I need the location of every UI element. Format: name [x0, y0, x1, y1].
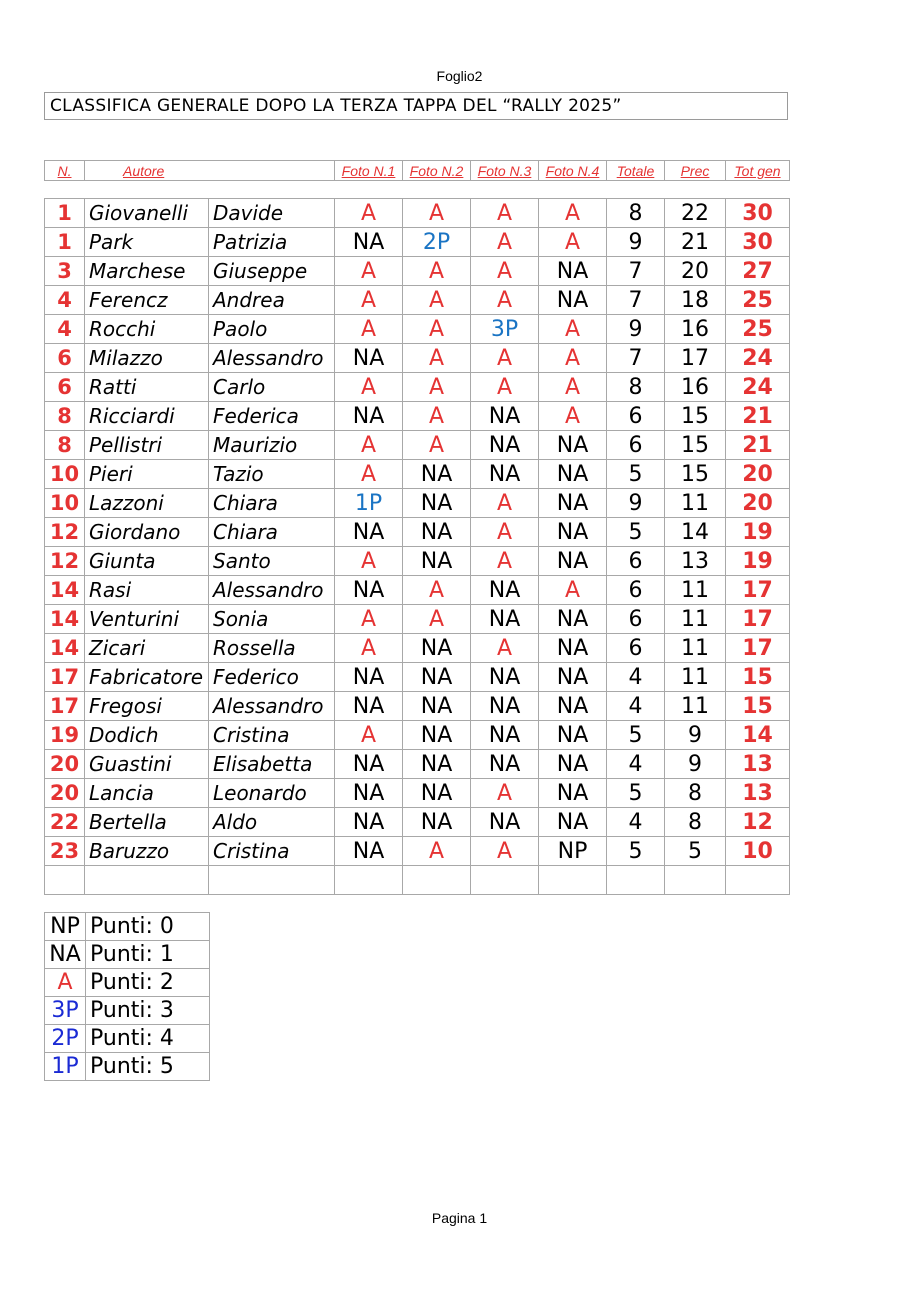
- prev-cell[interactable]: 9: [665, 721, 726, 750]
- legend-code[interactable]: NA: [45, 941, 86, 969]
- photo1-grade-cell[interactable]: NA: [335, 402, 403, 431]
- photo3-grade-cell[interactable]: NA: [471, 721, 539, 750]
- first-name-cell[interactable]: Paolo: [209, 315, 335, 344]
- rank-cell[interactable]: 6: [45, 344, 85, 373]
- prev-cell[interactable]: 18: [665, 286, 726, 315]
- surname-cell[interactable]: Ferencz: [85, 286, 209, 315]
- photo3-grade-cell[interactable]: A: [471, 547, 539, 576]
- first-name-cell[interactable]: Santo: [209, 547, 335, 576]
- first-name-cell[interactable]: Elisabetta: [209, 750, 335, 779]
- photo2-grade-cell[interactable]: A: [403, 431, 471, 460]
- legend-row: [45, 1025, 210, 1053]
- table-row: [45, 663, 790, 692]
- table-row: [45, 286, 790, 315]
- photo1-grade-cell[interactable]: NA: [335, 576, 403, 605]
- rank-cell[interactable]: 17: [45, 692, 85, 721]
- first-name-cell[interactable]: Alessandro: [209, 692, 335, 721]
- surname-cell[interactable]: Baruzzo: [85, 837, 209, 866]
- prev-cell[interactable]: 16: [665, 315, 726, 344]
- empty-cell[interactable]: [665, 866, 726, 895]
- photo3-grade-cell[interactable]: NA: [471, 402, 539, 431]
- grand-total-cell[interactable]: 13: [726, 779, 790, 808]
- legend-code[interactable]: 3P: [45, 997, 86, 1025]
- total-cell[interactable]: 6: [607, 402, 665, 431]
- legend-points[interactable]: Punti: 5: [86, 1053, 210, 1081]
- table-row: [45, 547, 790, 576]
- photo1-grade-cell[interactable]: A: [335, 373, 403, 402]
- first-name-cell[interactable]: Sonia: [209, 605, 335, 634]
- prev-cell[interactable]: 16: [665, 373, 726, 402]
- photo3-grade-cell[interactable]: NA: [471, 750, 539, 779]
- photo2-grade-cell[interactable]: NA: [403, 808, 471, 837]
- surname-cell[interactable]: Giovanelli: [85, 199, 209, 228]
- first-name-cell[interactable]: Chiara: [209, 489, 335, 518]
- photo3-grade-cell[interactable]: A: [471, 518, 539, 547]
- legend-code[interactable]: A: [45, 969, 86, 997]
- surname-cell[interactable]: Giordano: [85, 518, 209, 547]
- legend-row: [45, 997, 210, 1025]
- table-row: [45, 489, 790, 518]
- surname-cell[interactable]: Giunta: [85, 547, 209, 576]
- total-cell[interactable]: 8: [607, 373, 665, 402]
- photo1-grade-cell[interactable]: NA: [335, 344, 403, 373]
- prev-cell[interactable]: 11: [665, 634, 726, 663]
- photo4-grade-cell[interactable]: A: [539, 228, 607, 257]
- photo2-grade-cell[interactable]: A: [403, 576, 471, 605]
- total-cell[interactable]: 8: [607, 199, 665, 228]
- photo3-grade-cell[interactable]: A: [471, 634, 539, 663]
- table-row: [45, 779, 790, 808]
- header-author[interactable]: Autore: [85, 161, 335, 181]
- points-legend: [44, 912, 210, 1081]
- photo3-grade-cell[interactable]: NA: [471, 576, 539, 605]
- photo1-grade-cell[interactable]: NA: [335, 518, 403, 547]
- surname-cell[interactable]: Pieri: [85, 460, 209, 489]
- table-row: [45, 721, 790, 750]
- rank-cell[interactable]: 1: [45, 199, 85, 228]
- total-cell[interactable]: 5: [607, 721, 665, 750]
- page-title: CLASSIFICA GENERALE DOPO LA TERZA TAPPA DEL “RALLY 2025”: [44, 92, 788, 120]
- photo4-grade-cell[interactable]: NA: [539, 518, 607, 547]
- grand-total-cell[interactable]: 15: [726, 692, 790, 721]
- photo2-grade-cell[interactable]: NA: [403, 460, 471, 489]
- photo4-grade-cell[interactable]: NA: [539, 605, 607, 634]
- photo3-grade-cell[interactable]: A: [471, 373, 539, 402]
- prev-cell[interactable]: 8: [665, 779, 726, 808]
- prev-cell[interactable]: 11: [665, 605, 726, 634]
- grand-total-cell[interactable]: 17: [726, 634, 790, 663]
- prev-cell[interactable]: 11: [665, 692, 726, 721]
- rank-cell[interactable]: 6: [45, 373, 85, 402]
- empty-row: [45, 866, 790, 895]
- empty-cell[interactable]: [85, 866, 209, 895]
- total-cell[interactable]: 7: [607, 286, 665, 315]
- total-cell[interactable]: 5: [607, 837, 665, 866]
- table-row: [45, 576, 790, 605]
- grand-total-cell[interactable]: 27: [726, 257, 790, 286]
- surname-cell[interactable]: Bertella: [85, 808, 209, 837]
- grand-total-cell[interactable]: 21: [726, 402, 790, 431]
- photo4-grade-cell[interactable]: A: [539, 315, 607, 344]
- photo4-grade-cell[interactable]: A: [539, 199, 607, 228]
- header-photo1[interactable]: Foto N.1: [335, 161, 403, 181]
- prev-cell[interactable]: 13: [665, 547, 726, 576]
- total-cell[interactable]: 5: [607, 518, 665, 547]
- header-prev[interactable]: Prec: [665, 161, 726, 181]
- table-row: [45, 460, 790, 489]
- rank-cell[interactable]: 20: [45, 750, 85, 779]
- header-photo4[interactable]: Foto N.4: [539, 161, 607, 181]
- rank-cell[interactable]: 10: [45, 489, 85, 518]
- photo4-grade-cell[interactable]: NA: [539, 489, 607, 518]
- photo4-grade-cell[interactable]: NA: [539, 286, 607, 315]
- surname-cell[interactable]: Venturini: [85, 605, 209, 634]
- surname-cell[interactable]: Marchese: [85, 257, 209, 286]
- first-name-cell[interactable]: Leonardo: [209, 779, 335, 808]
- legend-row: [45, 913, 210, 941]
- first-name-cell[interactable]: Rossella: [209, 634, 335, 663]
- prev-cell[interactable]: 15: [665, 431, 726, 460]
- grand-total-cell[interactable]: 25: [726, 315, 790, 344]
- first-name-cell[interactable]: Federica: [209, 402, 335, 431]
- empty-cell[interactable]: [335, 866, 403, 895]
- photo1-grade-cell[interactable]: NA: [335, 692, 403, 721]
- total-cell[interactable]: 4: [607, 808, 665, 837]
- photo2-grade-cell[interactable]: NA: [403, 663, 471, 692]
- legend-row: [45, 941, 210, 969]
- ranking-table: [44, 198, 790, 895]
- empty-cell[interactable]: [209, 866, 335, 895]
- rank-cell[interactable]: 3: [45, 257, 85, 286]
- first-name-cell[interactable]: Tazio: [209, 460, 335, 489]
- photo3-grade-cell[interactable]: NA: [471, 692, 539, 721]
- photo4-grade-cell[interactable]: NP: [539, 837, 607, 866]
- table-row: [45, 605, 790, 634]
- surname-cell[interactable]: Dodich: [85, 721, 209, 750]
- rank-cell[interactable]: 14: [45, 605, 85, 634]
- first-name-cell[interactable]: Alessandro: [209, 576, 335, 605]
- first-name-cell[interactable]: Cristina: [209, 837, 335, 866]
- surname-cell[interactable]: Rocchi: [85, 315, 209, 344]
- photo2-grade-cell[interactable]: NA: [403, 518, 471, 547]
- legend-points[interactable]: Punti: 0: [86, 913, 210, 941]
- prev-cell[interactable]: 20: [665, 257, 726, 286]
- photo2-grade-cell[interactable]: NA: [403, 779, 471, 808]
- photo4-grade-cell[interactable]: A: [539, 344, 607, 373]
- grand-total-cell[interactable]: 15: [726, 663, 790, 692]
- table-row: [45, 228, 790, 257]
- photo2-grade-cell[interactable]: NA: [403, 721, 471, 750]
- photo3-grade-cell[interactable]: A: [471, 228, 539, 257]
- surname-cell[interactable]: Lancia: [85, 779, 209, 808]
- total-cell[interactable]: 6: [607, 547, 665, 576]
- photo4-grade-cell[interactable]: NA: [539, 779, 607, 808]
- grand-total-cell[interactable]: 25: [726, 286, 790, 315]
- page-number: Pagina 1: [431, 1210, 488, 1226]
- prev-cell[interactable]: 22: [665, 199, 726, 228]
- legend-points[interactable]: Punti: 2: [86, 969, 210, 997]
- sheet-name: Foglio2: [436, 68, 483, 84]
- photo2-grade-cell[interactable]: NA: [403, 750, 471, 779]
- photo1-grade-cell[interactable]: A: [335, 634, 403, 663]
- grand-total-cell[interactable]: 24: [726, 344, 790, 373]
- photo1-grade-cell[interactable]: A: [335, 257, 403, 286]
- photo4-grade-cell[interactable]: NA: [539, 750, 607, 779]
- grand-total-cell[interactable]: 19: [726, 547, 790, 576]
- prev-cell[interactable]: 15: [665, 402, 726, 431]
- total-cell[interactable]: 5: [607, 779, 665, 808]
- prev-cell[interactable]: 5: [665, 837, 726, 866]
- photo4-grade-cell[interactable]: NA: [539, 634, 607, 663]
- total-cell[interactable]: 9: [607, 315, 665, 344]
- photo3-grade-cell[interactable]: NA: [471, 663, 539, 692]
- empty-cell[interactable]: [726, 866, 790, 895]
- first-name-cell[interactable]: Maurizio: [209, 431, 335, 460]
- first-name-cell[interactable]: Cristina: [209, 721, 335, 750]
- prev-cell[interactable]: 21: [665, 228, 726, 257]
- header-total[interactable]: Totale: [607, 161, 665, 181]
- rank-cell[interactable]: 14: [45, 576, 85, 605]
- photo4-grade-cell[interactable]: NA: [539, 692, 607, 721]
- photo1-grade-cell[interactable]: A: [335, 199, 403, 228]
- photo3-grade-cell[interactable]: A: [471, 286, 539, 315]
- photo4-grade-cell[interactable]: A: [539, 373, 607, 402]
- empty-cell[interactable]: [607, 866, 665, 895]
- photo1-grade-cell[interactable]: A: [335, 547, 403, 576]
- grand-total-cell[interactable]: 12: [726, 808, 790, 837]
- surname-cell[interactable]: Fregosi: [85, 692, 209, 721]
- photo1-grade-cell[interactable]: NA: [335, 779, 403, 808]
- photo2-grade-cell[interactable]: A: [403, 286, 471, 315]
- surname-cell[interactable]: Guastini: [85, 750, 209, 779]
- photo2-grade-cell[interactable]: 2P: [403, 228, 471, 257]
- photo3-grade-cell[interactable]: A: [471, 199, 539, 228]
- photo2-grade-cell[interactable]: NA: [403, 489, 471, 518]
- prev-cell[interactable]: 11: [665, 663, 726, 692]
- table-row: [45, 837, 790, 866]
- legend-points[interactable]: Punti: 1: [86, 941, 210, 969]
- legend-row: [45, 1053, 210, 1081]
- photo4-grade-cell[interactable]: NA: [539, 721, 607, 750]
- legend-row: [45, 969, 210, 997]
- photo2-grade-cell[interactable]: NA: [403, 547, 471, 576]
- rank-cell[interactable]: 12: [45, 518, 85, 547]
- photo1-grade-cell[interactable]: A: [335, 721, 403, 750]
- surname-cell[interactable]: Pellistri: [85, 431, 209, 460]
- photo4-grade-cell[interactable]: NA: [539, 257, 607, 286]
- photo4-grade-cell[interactable]: NA: [539, 460, 607, 489]
- prev-cell[interactable]: 11: [665, 489, 726, 518]
- photo3-grade-cell[interactable]: 3P: [471, 315, 539, 344]
- table-row: [45, 402, 790, 431]
- total-cell[interactable]: 6: [607, 576, 665, 605]
- total-cell[interactable]: 4: [607, 663, 665, 692]
- surname-cell[interactable]: Park: [85, 228, 209, 257]
- table-row: [45, 634, 790, 663]
- photo2-grade-cell[interactable]: A: [403, 373, 471, 402]
- grand-total-cell[interactable]: 20: [726, 460, 790, 489]
- photo3-grade-cell[interactable]: NA: [471, 460, 539, 489]
- photo4-grade-cell[interactable]: NA: [539, 808, 607, 837]
- grand-total-cell[interactable]: 10: [726, 837, 790, 866]
- total-cell[interactable]: 7: [607, 344, 665, 373]
- photo4-grade-cell[interactable]: NA: [539, 547, 607, 576]
- photo3-grade-cell[interactable]: A: [471, 489, 539, 518]
- photo2-grade-cell[interactable]: A: [403, 837, 471, 866]
- rank-cell[interactable]: 8: [45, 431, 85, 460]
- header-photo2[interactable]: Foto N.2: [403, 161, 471, 181]
- photo1-grade-cell[interactable]: A: [335, 315, 403, 344]
- first-name-cell[interactable]: Chiara: [209, 518, 335, 547]
- photo1-grade-cell[interactable]: NA: [335, 837, 403, 866]
- empty-cell[interactable]: [471, 866, 539, 895]
- surname-cell[interactable]: Ricciardi: [85, 402, 209, 431]
- photo2-grade-cell[interactable]: NA: [403, 692, 471, 721]
- photo2-grade-cell[interactable]: A: [403, 605, 471, 634]
- rank-cell[interactable]: 19: [45, 721, 85, 750]
- photo4-grade-cell[interactable]: A: [539, 402, 607, 431]
- photo1-grade-cell[interactable]: A: [335, 286, 403, 315]
- first-name-cell[interactable]: Patrizia: [209, 228, 335, 257]
- surname-cell[interactable]: Rasi: [85, 576, 209, 605]
- total-cell[interactable]: 9: [607, 228, 665, 257]
- photo1-grade-cell[interactable]: A: [335, 431, 403, 460]
- grand-total-cell[interactable]: 17: [726, 605, 790, 634]
- table-row: [45, 692, 790, 721]
- surname-cell[interactable]: Zicari: [85, 634, 209, 663]
- photo1-grade-cell[interactable]: A: [335, 605, 403, 634]
- rank-cell[interactable]: 22: [45, 808, 85, 837]
- surname-cell[interactable]: Milazzo: [85, 344, 209, 373]
- total-cell[interactable]: 7: [607, 257, 665, 286]
- photo1-grade-cell[interactable]: NA: [335, 808, 403, 837]
- legend-code[interactable]: NP: [45, 913, 86, 941]
- legend-points[interactable]: Punti: 3: [86, 997, 210, 1025]
- total-cell[interactable]: 5: [607, 460, 665, 489]
- header-rank[interactable]: N.: [45, 161, 85, 181]
- first-name-cell[interactable]: Davide: [209, 199, 335, 228]
- first-name-cell[interactable]: Carlo: [209, 373, 335, 402]
- surname-cell[interactable]: Ratti: [85, 373, 209, 402]
- photo1-grade-cell[interactable]: 1P: [335, 489, 403, 518]
- grand-total-cell[interactable]: 17: [726, 576, 790, 605]
- photo2-grade-cell[interactable]: A: [403, 344, 471, 373]
- photo2-grade-cell[interactable]: A: [403, 315, 471, 344]
- photo3-grade-cell[interactable]: A: [471, 344, 539, 373]
- photo1-grade-cell[interactable]: NA: [335, 750, 403, 779]
- photo4-grade-cell[interactable]: NA: [539, 663, 607, 692]
- prev-cell[interactable]: 9: [665, 750, 726, 779]
- prev-cell[interactable]: 8: [665, 808, 726, 837]
- grand-total-cell[interactable]: 19: [726, 518, 790, 547]
- surname-cell[interactable]: Fabricatore: [85, 663, 209, 692]
- photo3-grade-cell[interactable]: NA: [471, 431, 539, 460]
- total-cell[interactable]: 4: [607, 692, 665, 721]
- surname-cell[interactable]: Lazzoni: [85, 489, 209, 518]
- table-row: [45, 199, 790, 228]
- grand-total-cell[interactable]: 30: [726, 228, 790, 257]
- legend-code[interactable]: 2P: [45, 1025, 86, 1053]
- photo3-grade-cell[interactable]: A: [471, 257, 539, 286]
- first-name-cell[interactable]: Alessandro: [209, 344, 335, 373]
- table-row: [45, 315, 790, 344]
- table-row: [45, 344, 790, 373]
- photo1-grade-cell[interactable]: NA: [335, 663, 403, 692]
- rank-cell[interactable]: 8: [45, 402, 85, 431]
- empty-cell[interactable]: [403, 866, 471, 895]
- grand-total-cell[interactable]: 21: [726, 431, 790, 460]
- table-row: [45, 808, 790, 837]
- prev-cell[interactable]: 14: [665, 518, 726, 547]
- grand-total-cell[interactable]: 13: [726, 750, 790, 779]
- total-cell[interactable]: 4: [607, 750, 665, 779]
- total-cell[interactable]: 6: [607, 431, 665, 460]
- first-name-cell[interactable]: Giuseppe: [209, 257, 335, 286]
- photo3-grade-cell[interactable]: A: [471, 837, 539, 866]
- table-row: [45, 750, 790, 779]
- photo2-grade-cell[interactable]: A: [403, 402, 471, 431]
- rank-cell[interactable]: 4: [45, 315, 85, 344]
- rank-cell[interactable]: 20: [45, 779, 85, 808]
- grand-total-cell[interactable]: 30: [726, 199, 790, 228]
- total-cell[interactable]: 6: [607, 605, 665, 634]
- table-row: [45, 373, 790, 402]
- rank-cell[interactable]: 17: [45, 663, 85, 692]
- total-cell[interactable]: 6: [607, 634, 665, 663]
- prev-cell[interactable]: 11: [665, 576, 726, 605]
- grand-total-cell[interactable]: 14: [726, 721, 790, 750]
- photo2-grade-cell[interactable]: NA: [403, 634, 471, 663]
- rank-cell[interactable]: 14: [45, 634, 85, 663]
- photo4-grade-cell[interactable]: NA: [539, 431, 607, 460]
- empty-cell[interactable]: [45, 866, 85, 895]
- table-row: [45, 257, 790, 286]
- empty-cell[interactable]: [539, 866, 607, 895]
- rank-cell[interactable]: 10: [45, 460, 85, 489]
- prev-cell[interactable]: 15: [665, 460, 726, 489]
- photo2-grade-cell[interactable]: A: [403, 257, 471, 286]
- first-name-cell[interactable]: Federico: [209, 663, 335, 692]
- legend-points[interactable]: Punti: 4: [86, 1025, 210, 1053]
- photo1-grade-cell[interactable]: NA: [335, 228, 403, 257]
- photo1-grade-cell[interactable]: A: [335, 460, 403, 489]
- total-cell[interactable]: 9: [607, 489, 665, 518]
- first-name-cell[interactable]: Aldo: [209, 808, 335, 837]
- header-photo3[interactable]: Foto N.3: [471, 161, 539, 181]
- grand-total-cell[interactable]: 24: [726, 373, 790, 402]
- column-header-row: [44, 160, 790, 181]
- photo2-grade-cell[interactable]: A: [403, 199, 471, 228]
- table-row: [45, 431, 790, 460]
- legend-code[interactable]: 1P: [45, 1053, 86, 1081]
- rank-cell[interactable]: 4: [45, 286, 85, 315]
- table-row: [45, 518, 790, 547]
- first-name-cell[interactable]: Andrea: [209, 286, 335, 315]
- photo3-grade-cell[interactable]: NA: [471, 808, 539, 837]
- photo4-grade-cell[interactable]: A: [539, 576, 607, 605]
- prev-cell[interactable]: 17: [665, 344, 726, 373]
- rank-cell[interactable]: 1: [45, 228, 85, 257]
- rank-cell[interactable]: 12: [45, 547, 85, 576]
- photo3-grade-cell[interactable]: NA: [471, 605, 539, 634]
- grand-total-cell[interactable]: 20: [726, 489, 790, 518]
- rank-cell[interactable]: 23: [45, 837, 85, 866]
- photo3-grade-cell[interactable]: A: [471, 779, 539, 808]
- header-grand-total[interactable]: Tot gen: [726, 161, 790, 181]
